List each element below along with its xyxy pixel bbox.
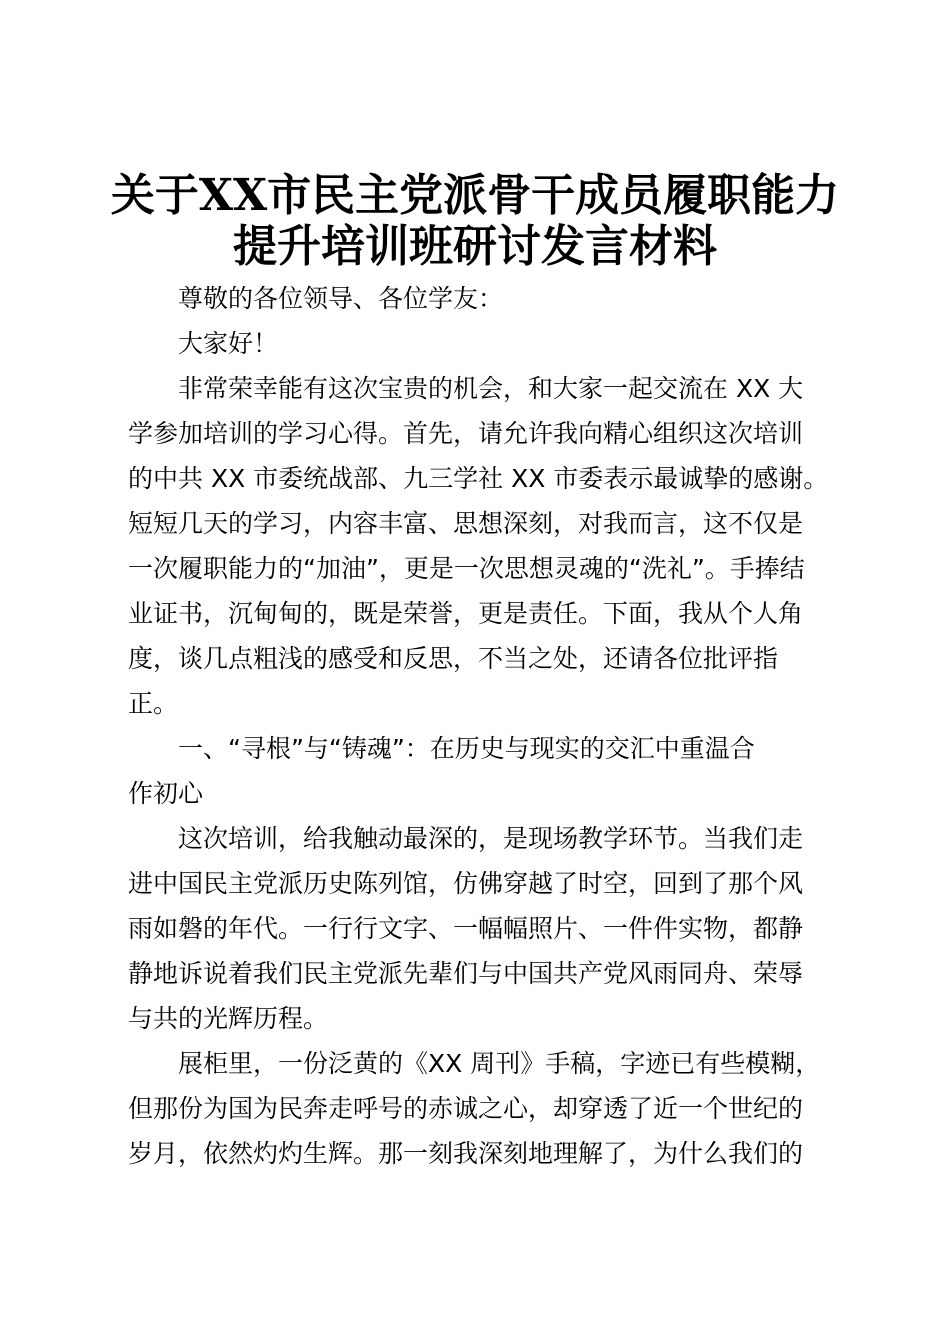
- salutation: 尊敬的各位领导、各位学友：: [178, 284, 504, 313]
- paragraph-line: 业证书，沉甸甸的，既是荣誉，更是责任。下面，我从个人角: [128, 599, 804, 628]
- paragraph-line: 进中国民主党派历史陈列馆，仿佛穿越了时空，回到了那个风: [128, 869, 804, 898]
- greeting: 大家好！: [178, 329, 279, 358]
- paragraph-line: 一次履职能力的“加油”，更是一次思想灵魂的“洗礼”。手捧结: [128, 554, 805, 583]
- document-title-line-1: 关于XX市民主党派骨干成员履职能力: [110, 170, 840, 221]
- section-heading-1: [128, 726, 828, 816]
- paragraph-line: 但那份为国为民奔走呼号的赤诚之心，却穿透了近一个世纪的: [128, 1094, 804, 1123]
- paragraph-line: 短短几天的学习，内容丰富、思想深刻，对我而言，这不仅是: [128, 509, 804, 538]
- paragraph-line: 静地诉说着我们民主党派先辈们与中国共产党风雨同舟、荣辱: [128, 959, 804, 988]
- paragraph-line: 非常荣幸能有这次宝贵的机会，和大家一起交流在 XX 大: [178, 374, 804, 403]
- paragraph-line: 正。: [128, 689, 179, 718]
- paragraph-3: [128, 1041, 828, 1176]
- paragraph-2: [128, 816, 828, 1041]
- paragraph-line: 这次培训，给我触动最深的，是现场教学环节。当我们走: [178, 824, 804, 853]
- paragraph-line: 展柜里，一份泛黄的《XX 周刊》手稿，字迹已有些模糊，: [178, 1049, 821, 1078]
- document-title-line-2: 提升培训班研讨发言材料: [233, 221, 717, 272]
- paragraph-line: 岁月，依然灼灼生辉。那一刻我深刻地理解了，为什么我们的: [128, 1139, 804, 1168]
- paragraph-line: 的中共 XX 市委统战部、九三学社 XX 市委表示最诚挚的感谢。: [128, 464, 829, 493]
- paragraph-1: [128, 366, 828, 726]
- heading-line: 作初心: [128, 779, 204, 808]
- paragraph-line: 雨如磐的年代。一行行文字、一幅幅照片、一件件实物，都静: [128, 914, 804, 943]
- paragraph-line: 度，谈几点粗浅的感受和反思，不当之处，还请各位批评指: [128, 644, 779, 673]
- paragraph-line: 学参加培训的学习心得。首先，请允许我向精心组织这次培训: [128, 419, 804, 448]
- document-body: [128, 276, 828, 1176]
- paragraph-line: 与共的光辉历程。: [128, 1004, 329, 1033]
- heading-line: 一、“寻根”与“铸魂”：在历史与现实的交汇中重温合: [178, 734, 755, 763]
